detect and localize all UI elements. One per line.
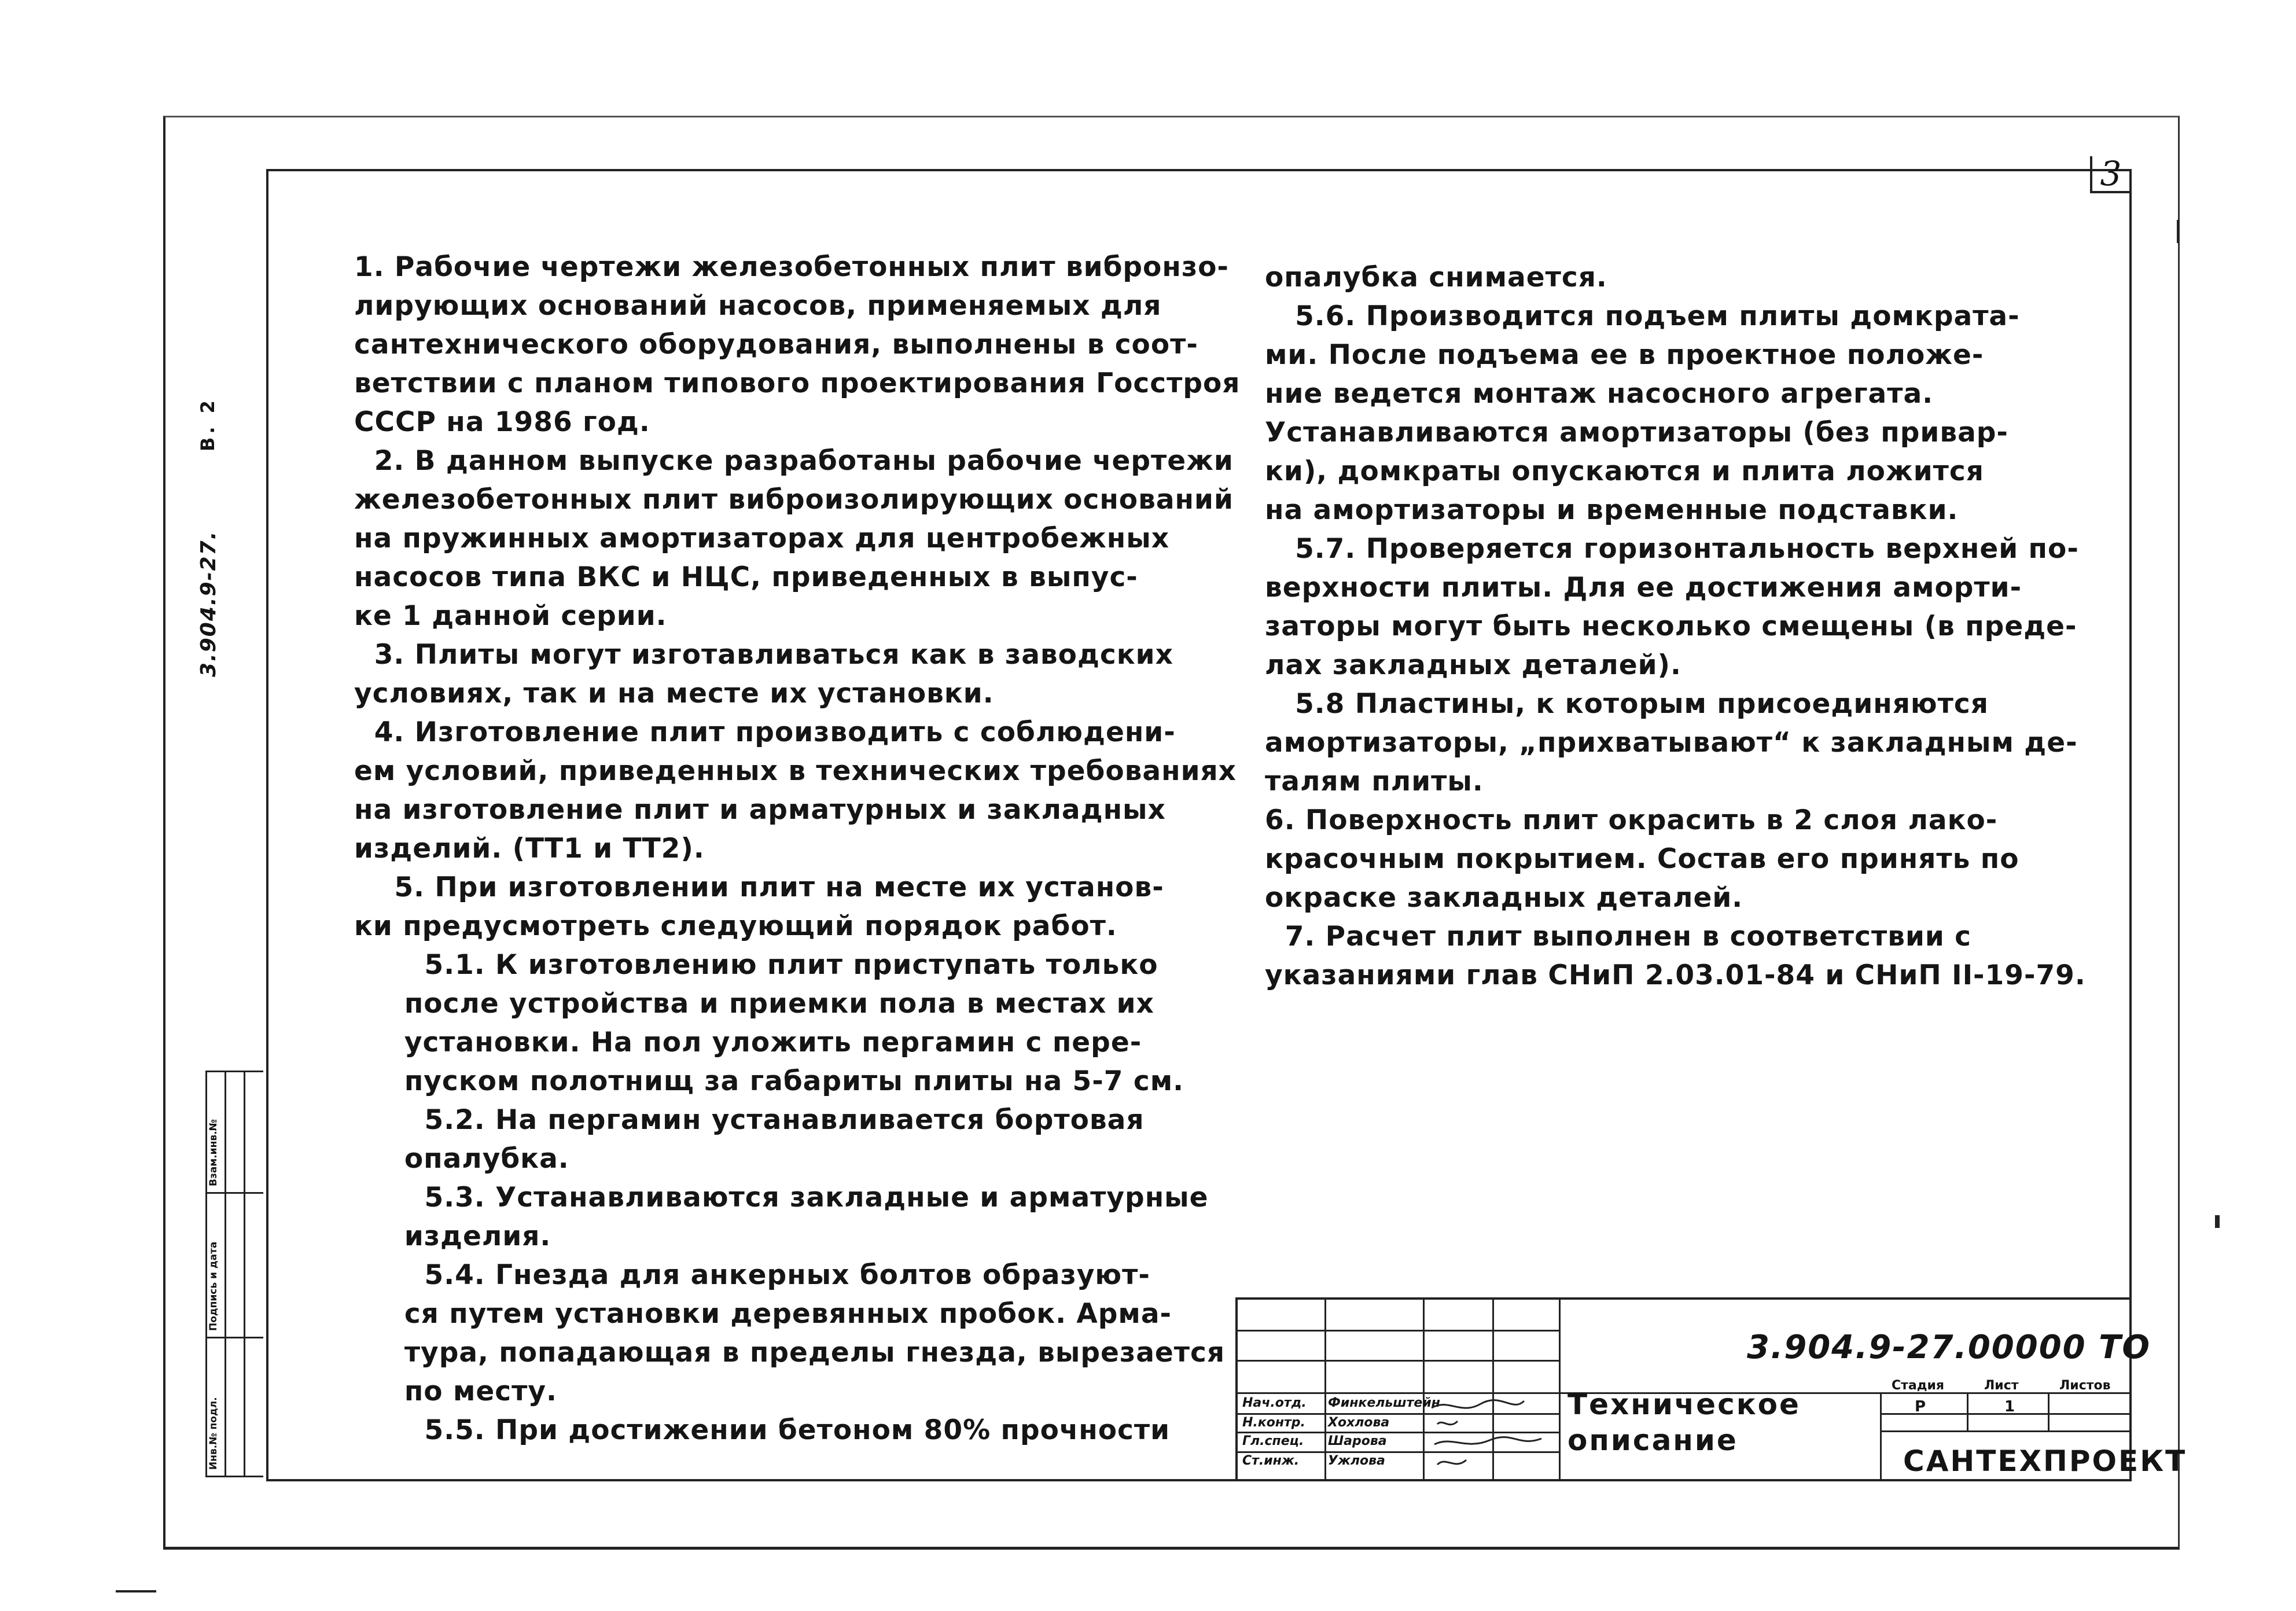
handwritten-signatures [1426, 1395, 1559, 1476]
tb-line [1238, 1330, 1559, 1332]
text-line: ем условий, приведенных в технических требованиях [354, 755, 1237, 787]
document-code: 3.904.9-27.00000 ТО [1747, 1329, 2151, 1366]
stage-value: Р [1915, 1398, 1926, 1415]
text-line: насосов типа ВКС и НЦС, приведенных в выпус- [354, 561, 1138, 593]
text-line: талям плиты. [1265, 766, 1484, 797]
text-line: установки. На пол уложить пергамин с пере- [354, 1027, 1142, 1058]
signature-name: Шарова [1328, 1434, 1387, 1448]
text-line: СССР на 1986 год. [354, 406, 650, 438]
text-line: пуском полотнищ за габариты плиты на 5-7 см. [354, 1065, 1184, 1097]
stamp-label: Подпись и дата [208, 1241, 219, 1331]
text-line: 5.1. К изготовлению плит приступать только [354, 949, 1158, 981]
text-line: 5.8 Пластины, к которым присоединяются [1265, 688, 1989, 720]
text-line: окраске закладных деталей. [1265, 882, 1743, 914]
sheets-header: Листов [2059, 1378, 2111, 1393]
stamp-row-line [205, 1192, 263, 1194]
stage-header: Стадия [1892, 1378, 1945, 1393]
text-line: ки предусмотреть следующий порядок работ. [354, 910, 1117, 942]
sheet-value: 1 [2004, 1398, 2015, 1415]
text-line: на амортизаторы и временные подставки. [1265, 494, 1959, 526]
tb-line [2048, 1392, 2050, 1430]
signature-role: Н.контр. [1242, 1415, 1305, 1430]
text-line: 3. Плиты могут изготавливаться как в заводских [354, 639, 1173, 671]
right-text-column [1265, 258, 2086, 995]
text-line: указаниями глав СНиП 2.03.01-84 и СНиП II-19-79. [1265, 959, 2086, 991]
text-line: изделия. [354, 1220, 551, 1252]
text-line: 6. Поверхность плит окрасить в 2 слоя лако- [1265, 804, 1998, 836]
text-line: на изготовление плит и арматурных и закладных [354, 794, 1166, 826]
tb-line [1423, 1300, 1425, 1479]
text-line: железобетонных плит виброизолирующих оснований [354, 484, 1234, 516]
stamp-row-line [205, 1071, 263, 1072]
scan-mark [2177, 220, 2179, 243]
text-line: на пружинных амортизаторах для центробежных [354, 523, 1170, 554]
stamp-col-line [225, 1071, 244, 1476]
signature-role: Нач.отд. [1242, 1396, 1307, 1410]
margin-sheet-mark: B. 2 [197, 397, 219, 451]
sheet-number: 3 [2090, 156, 2129, 193]
text-line: верхности плиты. Для ее достижения аморти- [1265, 572, 2022, 604]
text-line: ние ведется монтаж насосного агрегата. [1265, 378, 1934, 410]
text-line: 5.2. На пергамин устанавливается бортовая [354, 1104, 1145, 1136]
text-line: 5.5. При достижении бетоном 80% прочности [354, 1414, 1171, 1446]
text-line: ки), домкраты опускаются и плита ложится [1265, 455, 1984, 487]
text-line: 4. Изготовление плит производить с соблюдени- [354, 716, 1176, 748]
text-line: 5.4. Гнезда для анкерных болтов образуют- [354, 1259, 1150, 1291]
stamp-row-line [205, 1476, 263, 1477]
tb-line [1967, 1392, 1968, 1430]
text-line: 5.6. Производится подъем плиты домкрата- [1265, 300, 2020, 332]
text-line: условиях, так и на месте их установки. [354, 678, 994, 709]
signature-role: Ст.инж. [1242, 1454, 1300, 1468]
tb-line [1880, 1430, 2129, 1432]
text-line: после устройства и приемки пола в местах их [354, 988, 1154, 1020]
signature-name: Хохлова [1328, 1415, 1390, 1430]
scan-mark [2215, 1215, 2220, 1228]
text-line: амортизаторы, „прихватывают“ к закладным де- [1265, 727, 2078, 759]
text-line: лах закладных деталей). [1265, 649, 1681, 681]
tb-line [1880, 1392, 1882, 1479]
tb-line [1324, 1300, 1326, 1479]
text-line: изделий. (ТТ1 и ТТ2). [354, 833, 705, 865]
scan-mark [116, 1590, 156, 1592]
margin-document-code: 3.904.9-27. [197, 530, 220, 677]
sheet-header: Лист [1984, 1378, 2019, 1393]
text-line: опалубка. [354, 1143, 569, 1175]
text-line: сантехнического оборудования, выполнены в соот- [354, 329, 1198, 361]
title-block [1235, 1297, 2187, 1479]
text-line: лирующих оснований насосов, применяемых для [354, 290, 1162, 322]
text-line: красочным покрытием. Состав его принять по [1265, 843, 2019, 875]
signature-role: Гл.спец. [1242, 1434, 1304, 1448]
margin-stamp-table [205, 1071, 263, 1476]
signature-name: Финкельштейн [1328, 1396, 1440, 1410]
signature-name: Ужлова [1328, 1454, 1385, 1468]
text-line: 5.3. Устанавливаются закладные и арматурные [354, 1182, 1209, 1213]
text-line: ке 1 данной серии. [354, 600, 667, 632]
stamp-row-line [205, 1337, 263, 1338]
text-line: 2. В данном выпуске разработаны рабочие чертежи [354, 445, 1234, 477]
text-line: по месту. [354, 1375, 557, 1407]
text-line: опалубка снимается. [1265, 262, 1607, 293]
text-line: ветствии с планом типового проектирования Госстроя [354, 367, 1241, 399]
text-line: заторы могут быть несколько смещены (в преде- [1265, 610, 2077, 642]
stamp-col-line [244, 1071, 245, 1476]
document-title: Техническое описание [1568, 1388, 1801, 1457]
stamp-label: Инв.№ подл. [208, 1397, 219, 1470]
text-line: ми. После подъема ее в проектное положе- [1265, 339, 1984, 371]
text-line: 5. При изготовлении плит на месте их установ- [354, 871, 1164, 903]
text-line: 7. Расчет плит выполнен в соответствии с [1265, 921, 1972, 952]
text-line: Устанавливаются амортизаторы (без привар- [1265, 417, 2008, 448]
left-text-column [354, 248, 1241, 1450]
text-line: ся путем установки деревянных пробок. Арма- [354, 1298, 1172, 1330]
text-line: 1. Рабочие чертежи железобетонных плит вибронзо- [354, 251, 1229, 283]
tb-line [1238, 1360, 1559, 1362]
text-line: 5.7. Проверяется горизонтальность верхней по- [1265, 533, 2079, 565]
stamp-label: Взам.инв.№ [208, 1119, 219, 1186]
tb-line [1559, 1300, 1561, 1479]
text-line: тура, попадающая в пределы гнезда, вырезается [354, 1337, 1226, 1369]
organization-name: САНТЕХПРОЕКТ [1903, 1444, 2187, 1478]
